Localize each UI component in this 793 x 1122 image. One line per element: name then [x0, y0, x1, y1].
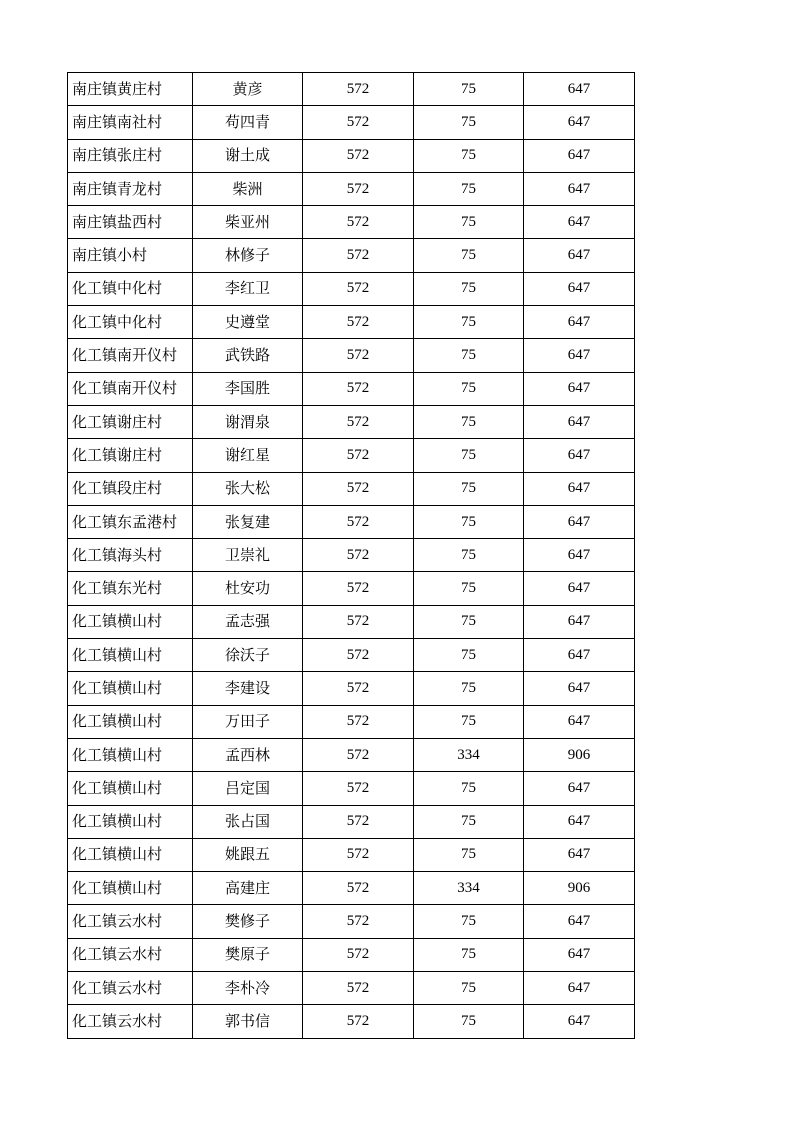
table-row	[68, 838, 635, 871]
total-cell: 647	[524, 339, 635, 372]
table-row	[68, 73, 635, 106]
amount-a-cell: 572	[303, 1005, 414, 1038]
amount-b-cell: 75	[414, 672, 524, 705]
name-cell: 吕定国	[193, 772, 303, 805]
amount-b-cell: 75	[414, 972, 524, 1005]
amount-a-cell: 572	[303, 705, 414, 738]
amount-b-cell: 334	[414, 738, 524, 771]
amount-a-cell: 572	[303, 805, 414, 838]
table-row	[68, 805, 635, 838]
village-cell: 化工镇横山村	[68, 805, 193, 838]
table-row	[68, 172, 635, 205]
name-cell: 武铁路	[193, 339, 303, 372]
amount-b-cell: 75	[414, 73, 524, 106]
amount-a-cell: 572	[303, 372, 414, 405]
name-cell: 谢土成	[193, 139, 303, 172]
total-cell: 647	[524, 139, 635, 172]
name-cell: 孟志强	[193, 605, 303, 638]
amount-a-cell: 572	[303, 139, 414, 172]
name-cell: 李红卫	[193, 272, 303, 305]
village-cell: 化工镇横山村	[68, 705, 193, 738]
total-cell: 647	[524, 73, 635, 106]
total-cell: 647	[524, 472, 635, 505]
amount-b-cell: 75	[414, 239, 524, 272]
village-cell: 化工镇谢庄村	[68, 405, 193, 438]
amount-a-cell: 572	[303, 905, 414, 938]
village-cell: 南庄镇盐西村	[68, 206, 193, 239]
table-row	[68, 306, 635, 339]
amount-a-cell: 572	[303, 106, 414, 139]
name-cell: 林修子	[193, 239, 303, 272]
amount-b-cell: 75	[414, 838, 524, 871]
amount-a-cell: 572	[303, 472, 414, 505]
amount-b-cell: 75	[414, 572, 524, 605]
amount-a-cell: 572	[303, 439, 414, 472]
village-cell: 化工镇横山村	[68, 838, 193, 871]
amount-b-cell: 75	[414, 139, 524, 172]
amount-a-cell: 572	[303, 539, 414, 572]
name-cell: 柴亚州	[193, 206, 303, 239]
table-row	[68, 405, 635, 438]
name-cell: 李国胜	[193, 372, 303, 405]
total-cell: 647	[524, 572, 635, 605]
table-row	[68, 672, 635, 705]
village-cell: 化工镇云水村	[68, 938, 193, 971]
name-cell: 樊原子	[193, 938, 303, 971]
amount-b-cell: 75	[414, 505, 524, 538]
total-cell: 647	[524, 405, 635, 438]
village-cell: 南庄镇张庄村	[68, 139, 193, 172]
name-cell: 史遵堂	[193, 306, 303, 339]
name-cell: 高建庄	[193, 872, 303, 905]
total-cell: 906	[524, 738, 635, 771]
total-cell: 647	[524, 172, 635, 205]
village-cell: 南庄镇黄庄村	[68, 73, 193, 106]
village-cell: 化工镇横山村	[68, 872, 193, 905]
total-cell: 647	[524, 106, 635, 139]
table-row	[68, 239, 635, 272]
amount-a-cell: 572	[303, 938, 414, 971]
total-cell: 647	[524, 972, 635, 1005]
village-cell: 化工镇横山村	[68, 605, 193, 638]
total-cell: 647	[524, 805, 635, 838]
amount-a-cell: 572	[303, 838, 414, 871]
amount-b-cell: 75	[414, 439, 524, 472]
amount-b-cell: 75	[414, 206, 524, 239]
village-cell: 化工镇海头村	[68, 539, 193, 572]
total-cell: 647	[524, 505, 635, 538]
total-cell: 647	[524, 639, 635, 672]
village-cell: 南庄镇南社村	[68, 106, 193, 139]
name-cell: 郭书信	[193, 1005, 303, 1038]
amount-b-cell: 75	[414, 772, 524, 805]
name-cell: 万田子	[193, 705, 303, 738]
village-cell: 化工镇中化村	[68, 306, 193, 339]
name-cell: 谢红星	[193, 439, 303, 472]
amount-a-cell: 572	[303, 639, 414, 672]
amount-a-cell: 572	[303, 505, 414, 538]
table-row	[68, 905, 635, 938]
name-cell: 张占国	[193, 805, 303, 838]
table-row	[68, 738, 635, 771]
name-cell: 徐沃子	[193, 639, 303, 672]
total-cell: 647	[524, 838, 635, 871]
total-cell: 647	[524, 539, 635, 572]
total-cell: 647	[524, 372, 635, 405]
village-cell: 化工镇云水村	[68, 905, 193, 938]
table-row	[68, 439, 635, 472]
total-cell: 647	[524, 306, 635, 339]
village-cell: 化工镇横山村	[68, 738, 193, 771]
amount-a-cell: 572	[303, 73, 414, 106]
village-cell: 化工镇横山村	[68, 772, 193, 805]
name-cell: 李朴冷	[193, 972, 303, 1005]
amount-a-cell: 572	[303, 572, 414, 605]
table-row	[68, 772, 635, 805]
table-row	[68, 272, 635, 305]
total-cell: 647	[524, 206, 635, 239]
amount-b-cell: 75	[414, 639, 524, 672]
table-row	[68, 106, 635, 139]
amount-a-cell: 572	[303, 272, 414, 305]
amount-b-cell: 75	[414, 938, 524, 971]
amount-a-cell: 572	[303, 239, 414, 272]
village-cell: 化工镇南开仪村	[68, 372, 193, 405]
name-cell: 姚跟五	[193, 838, 303, 871]
amount-a-cell: 572	[303, 872, 414, 905]
table-row	[68, 372, 635, 405]
amount-a-cell: 572	[303, 306, 414, 339]
amount-b-cell: 75	[414, 272, 524, 305]
total-cell: 647	[524, 938, 635, 971]
amount-a-cell: 572	[303, 405, 414, 438]
amount-a-cell: 572	[303, 206, 414, 239]
village-cell: 化工镇东孟港村	[68, 505, 193, 538]
total-cell: 647	[524, 439, 635, 472]
amount-b-cell: 75	[414, 372, 524, 405]
amount-b-cell: 75	[414, 172, 524, 205]
village-cell: 化工镇中化村	[68, 272, 193, 305]
amount-a-cell: 572	[303, 605, 414, 638]
total-cell: 647	[524, 905, 635, 938]
name-cell: 卫崇礼	[193, 539, 303, 572]
village-cell: 南庄镇小村	[68, 239, 193, 272]
amount-b-cell: 75	[414, 539, 524, 572]
amount-b-cell: 75	[414, 339, 524, 372]
name-cell: 张复建	[193, 505, 303, 538]
table-row	[68, 1005, 635, 1038]
table-row	[68, 572, 635, 605]
table-row	[68, 206, 635, 239]
name-cell: 柴洲	[193, 172, 303, 205]
table-row	[68, 705, 635, 738]
name-cell: 樊修子	[193, 905, 303, 938]
data-table	[67, 72, 635, 1039]
total-cell: 647	[524, 605, 635, 638]
village-cell: 化工镇横山村	[68, 672, 193, 705]
name-cell: 李建设	[193, 672, 303, 705]
name-cell: 苟四青	[193, 106, 303, 139]
amount-b-cell: 75	[414, 605, 524, 638]
total-cell: 647	[524, 239, 635, 272]
amount-a-cell: 572	[303, 738, 414, 771]
amount-b-cell: 75	[414, 805, 524, 838]
amount-b-cell: 75	[414, 472, 524, 505]
total-cell: 647	[524, 672, 635, 705]
amount-a-cell: 572	[303, 172, 414, 205]
table-row	[68, 605, 635, 638]
amount-b-cell: 75	[414, 106, 524, 139]
table-row	[68, 639, 635, 672]
total-cell: 906	[524, 872, 635, 905]
table-row	[68, 339, 635, 372]
village-cell: 化工镇段庄村	[68, 472, 193, 505]
name-cell: 孟西林	[193, 738, 303, 771]
table-body	[68, 73, 635, 1039]
amount-b-cell: 75	[414, 1005, 524, 1038]
total-cell: 647	[524, 772, 635, 805]
amount-b-cell: 334	[414, 872, 524, 905]
village-cell: 化工镇云水村	[68, 1005, 193, 1038]
table-row	[68, 139, 635, 172]
village-cell: 化工镇云水村	[68, 972, 193, 1005]
table-row	[68, 972, 635, 1005]
amount-a-cell: 572	[303, 772, 414, 805]
village-cell: 化工镇谢庄村	[68, 439, 193, 472]
village-cell: 化工镇横山村	[68, 639, 193, 672]
amount-b-cell: 75	[414, 306, 524, 339]
village-cell: 化工镇南开仪村	[68, 339, 193, 372]
amount-b-cell: 75	[414, 705, 524, 738]
table-row	[68, 938, 635, 971]
amount-a-cell: 572	[303, 672, 414, 705]
total-cell: 647	[524, 705, 635, 738]
name-cell: 杜安功	[193, 572, 303, 605]
table-row	[68, 539, 635, 572]
total-cell: 647	[524, 1005, 635, 1038]
table-row	[68, 472, 635, 505]
name-cell: 黄彦	[193, 73, 303, 106]
village-cell: 化工镇东光村	[68, 572, 193, 605]
name-cell: 谢渭泉	[193, 405, 303, 438]
table-row	[68, 505, 635, 538]
amount-b-cell: 75	[414, 905, 524, 938]
amount-a-cell: 572	[303, 972, 414, 1005]
name-cell: 张大松	[193, 472, 303, 505]
amount-b-cell: 75	[414, 405, 524, 438]
table-row	[68, 872, 635, 905]
amount-a-cell: 572	[303, 339, 414, 372]
village-cell: 南庄镇青龙村	[68, 172, 193, 205]
total-cell: 647	[524, 272, 635, 305]
